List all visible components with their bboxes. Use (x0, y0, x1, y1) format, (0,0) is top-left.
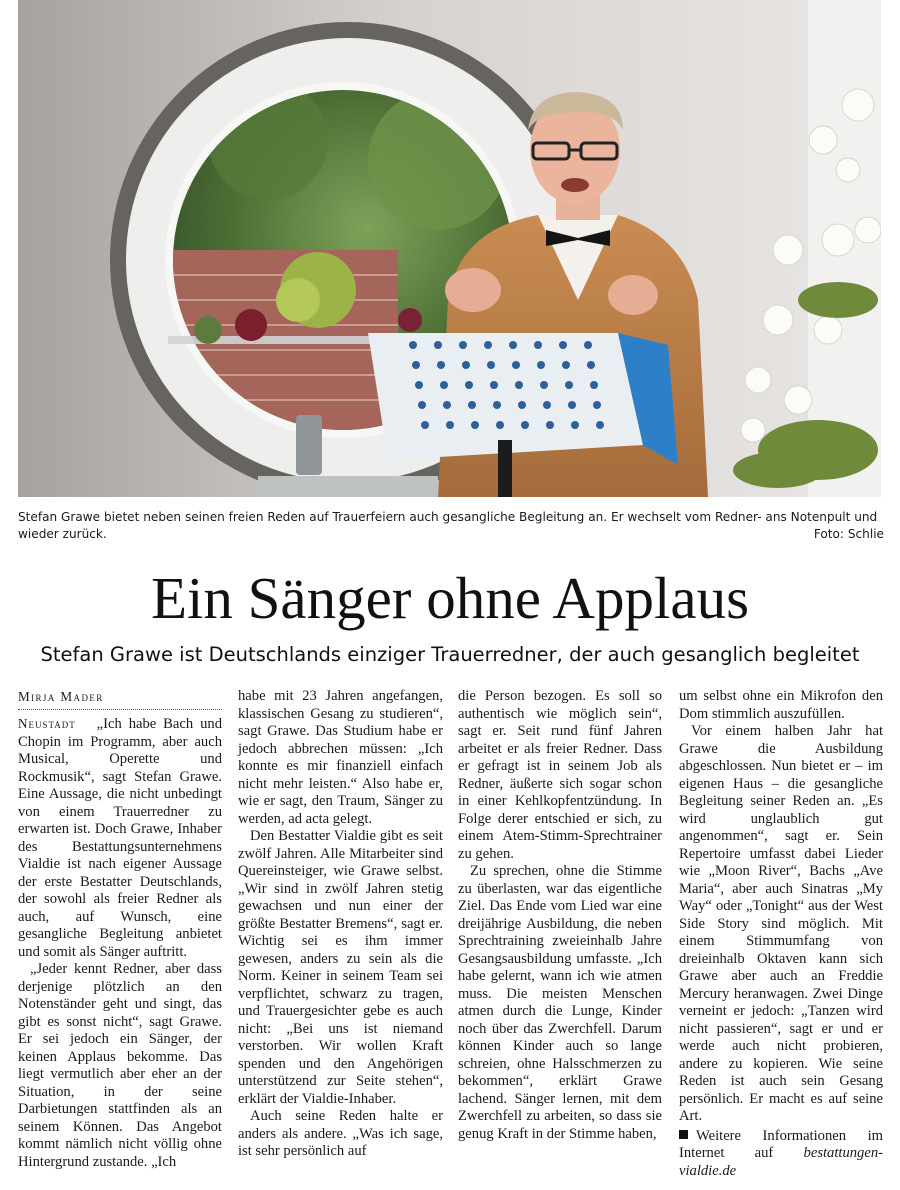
article-paragraph: die Person bezogen. Es soll so authentisch wie möglich sein“, sagt er. Seit rund fünf Jahren arbeitet er als freier Redner. Dass er gefragt ist in seinem Job als Redner, äußerte sich sogar schon in einer Kehlkopfentzündung. In Folge derer entschied er sich, zu einem Atem-Stimm-Sprechtrainer zu gehen. (458, 688, 662, 862)
article-column-1 (18, 688, 222, 1171)
photo-caption (18, 509, 884, 543)
info-box (679, 1128, 883, 1181)
dateline: Neustadt (18, 716, 76, 731)
article-column-4 (679, 688, 883, 1180)
square-bullet-icon (679, 1130, 688, 1139)
article-column-2 (238, 688, 443, 1161)
article-paragraph: Vor einem halben Jahr hat Grawe die Ausbildung abgeschlossen. Nun bietet er – im eigenen Haus – die gesangliche Begleitung seiner Reden an. „Es wird unglaublich gut angenommen“, sagt er. Sein Repertoire umfasst dabei Lieder wie „Moon River“, Bachs „Ave Maria“, aber auch Sinatras „My Way“ oder „Tonight“ aus der West Side Story sind möglich. Mit einem Stimmumfang von dreieinhalb Oktaven kann sich Grawe aber auch an Freddie Mercury heranwagen. Zwei Dinge verneint er jedoch: „Tanzen wird nicht passieren“, sagt er und er werde auch nicht probieren, andere zu kopieren. Wie seine Reden ist auch sein Gesang persönlich. Er macht es auf seine Art. (679, 723, 883, 1124)
author-byline: Mirja Mader (18, 688, 222, 710)
article-paragraph (18, 715, 222, 961)
article-subheadline: Stefan Grawe ist Deutschlands einziger Trauerredner, der auch gesanglich begleitet (40, 643, 860, 666)
article-headline: Ein Sänger ohne Applaus (150, 565, 750, 631)
article-paragraph: Auch seine Reden halte er anders als andere. „Was ich sage, ist sehr persönlich auf (238, 1108, 443, 1159)
article-paragraph: habe mit 23 Jahren angefangen, klassischen Gesang zu studieren“, sagt Grawe. Das Studium habe er jedoch abbrechen müssen: „Ich konnte es mir finanziell einfach nicht mehr leisten.“ Also habe er, wie er sagt, den Traum, Sänger zu werden, ad acta gelegt. (238, 688, 443, 827)
paragraph-text: „Ich habe Bach und Chopin im Programm, aber auch Musical, Operette und Rockmusik“, sagt Stefan Grawe. Eine Aussage, die nicht unbedingt von einem Trauerredner zu erwarten ist. Doch Grawe, Inhaber des Bestattungsunternehmens Vialdie ist nach eigener Aussage der erste Bestatter Deutschlands, der sowohl als freier Redner als auch, auf Wunsch, eine gesangliche Begleitung anbietet und somit als Sänger auftritt. (18, 716, 222, 960)
article-photo (18, 0, 881, 497)
website-link[interactable]: bestattungen-vialdie.de (679, 1145, 883, 1179)
article-paragraph: „Jeder kennt Redner, aber dass derjenige plötzlich an den Notenständer geht und singt, das gibt es sonst nicht“, sagt Grawe. Er sei jedoch ein Sänger, der keinen Applaus bekomme. Das liegt vermutlich aber eher an der Situation, in der seine Darbietungen stattfinden als an seinem Können. Das Angebot kommt nämlich nicht völlig ohne Hintergrund zustande. „Ich (18, 961, 222, 1170)
photo-credit: Foto: Schlie (813, 527, 884, 541)
info-text: Weitere Informationen im Internet auf (679, 1127, 883, 1161)
caption-text: Stefan Grawe bietet neben seinen freien Reden auf Trauerfeiern auch gesangliche Begleitung an. Er wechselt vom Redner- ans Notenpult und wieder zurück. (18, 510, 878, 541)
photo-illustration (18, 0, 881, 497)
article-column-3 (458, 688, 662, 1143)
article-paragraph: um selbst ohne ein Mikrofon den Dom stimmlich auszufüllen. (679, 688, 883, 722)
article-paragraph: Den Bestatter Vialdie gibt es seit zwölf Jahren. Alle Mitarbeiter sind Quereinsteiger, wie Grawe selbst. „Wir sind in zwölf Jahren stetig gewachsen und nun einer der größte Bestatter Bremens“, sagt er. Wichtig sei es ihm immer gewesen, anders zu sein als die Norm. Keiner in seinem Team sei verpflichtet, schwarz zu tragen, und Trauergesichter gebe es auch nicht: „Bei uns ist niemand verstorben. Wir wollen Kraft spenden und den Angehörigen unterstützend zur Seite stehen“, erklärt der Vialdie-Inhaber. (238, 828, 443, 1107)
article-paragraph: Zu sprechen, ohne die Stimme zu überlasten, war das eigentliche Ziel. Das Ende vom Lied war eine dreijährige Ausbildung, die neben Sprechtraining zweieinhalb Jahre Gesangsausbildung umfasste. „Ich habe gelernt, wann ich wie atmen muss. Die meisten Menschen atmen durch die Lunge, Kinder noch über das Zwerchfell. Darum können Kinder auch so lange schreien, ohne Halsschmerzen zu bekommen“, erklärt Grawe lachend. Sänger lernen, mit dem Zwerchfell zu arbeiten, so dass sie genug Kraft in der Stimme haben, (458, 863, 662, 1142)
